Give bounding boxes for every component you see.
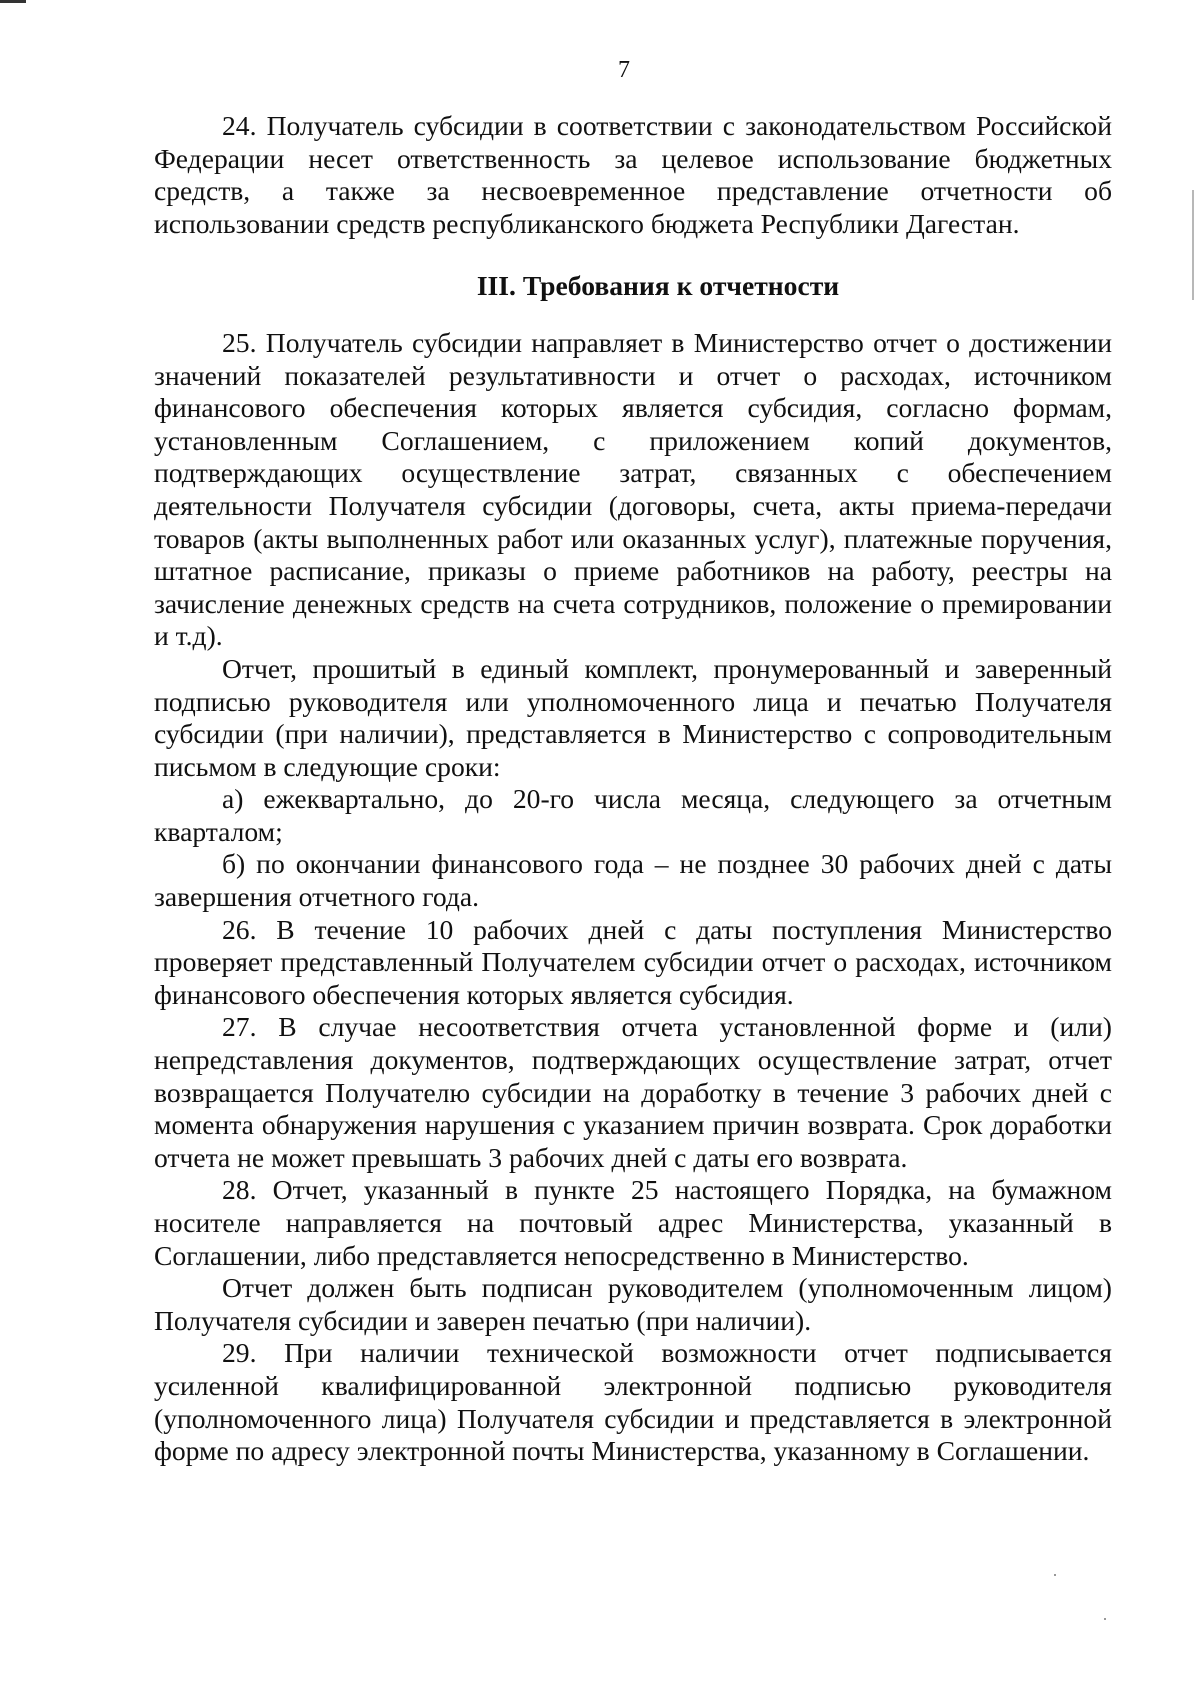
page-number: 7 — [618, 57, 630, 83]
scan-speck — [1104, 1618, 1106, 1620]
paragraph-signature-requirement: Отчет должен быть подписан руководителем (уполномоченным лицом) Получателя субсидии и заверен печатью (при наличии). — [154, 1272, 1112, 1336]
document-body — [154, 110, 1112, 1468]
scan-speck — [1054, 1574, 1056, 1576]
paragraph-26: 26. В течение 10 рабочих дней с даты поступления Министерство проверяет представленный Получателем субсидии отчет о расходах, источником финансового обеспечения которых является субсидия. — [154, 913, 1112, 1010]
scan-margin-mark — [1192, 190, 1194, 300]
scan-corner-mark — [0, 0, 26, 3]
paragraph-quarterly-deadline: а) ежеквартально, до 20-го числа месяца, следующего за отчетным кварталом; — [154, 783, 1112, 847]
paragraph-report-submission: Отчет, прошитый в единый комплект, пронумерованный и заверенный подписью руководителя или уполномоченного лица и печатью Получателя субсидии (при наличии), представляется в Министерство с сопроводительным письмом в следующие сроки: — [154, 652, 1112, 782]
paragraph-28: 28. Отчет, указанный в пункте 25 настоящего Порядка, на бумажном носителе направляется на почтовый адрес Министерства, указанный в Соглашении, либо представляется непосредственно в Министерство. — [154, 1174, 1112, 1271]
paragraph-29: 29. При наличии технической возможности отчет подписывается усиленной квалифицированной электронной подписью руководителя (уполномоченного лица) Получателя субсидии и представляется в электронной форме по адресу электронной почты Министерства, указанному в Соглашении. — [154, 1337, 1112, 1467]
section-heading: III. Требования к отчетности — [476, 270, 840, 302]
paragraph-27: 27. В случае несоответствия отчета установленной форме и (или) непредставления документов, подтверждающих осуществление затрат, отчет возвращается Получателю субсидии на доработку в течение 3 рабочих дней с момента обнаружения нарушения с указанием причин возврата. Срок доработки отчета не может превышать 3 рабочих дней с даты его возврата. — [154, 1011, 1112, 1173]
paragraph-annual-deadline: б) по окончании финансового года – не позднее 30 рабочих дней с даты завершения отчетного года. — [154, 848, 1112, 913]
paragraph-24: 24. Получатель субсидии в соответствии с законодательством Российской Федерации несет ответственность за целевое использование бюджетных средств, а также за несвоевременное представление отчетности об использовании средств республиканского бюджета Республики Дагестан. — [154, 110, 1112, 239]
paragraph-25: 25. Получатель субсидии направляет в Министерство отчет о достижении значений показателей результативности и отчет о расходах, источником финансового обеспечения которых является субсидия, согласно формам, установленным Соглашением, с приложением копий документов, подтверждающих осуществление затрат, связанных с обеспечением деятельности Получателя субсидии (договоры, счета, акты приема-передачи товаров (акты выполненных работ или оказанных услуг), платежные поручения, штатное расписание, приказы о приеме работников на работу, реестры на зачисление денежных средств на счета сотрудников, положение о премировании и т.д). — [154, 326, 1112, 652]
